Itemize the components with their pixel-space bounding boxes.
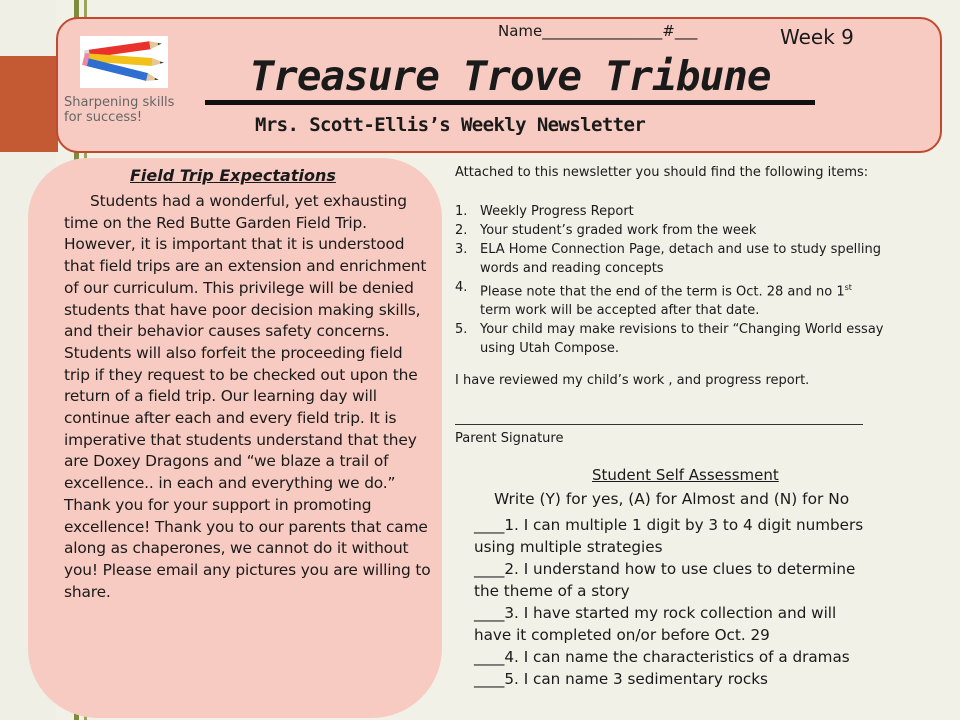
assessment-item[interactable]: ____1. I can multiple 1 digit by 3 to 4 digit numbers using multiple strategies: [474, 516, 864, 556]
item-text: Your child may make revisions to their “Changing World essay using Utah Compose.: [480, 322, 884, 357]
list-item: [455, 320, 885, 358]
attached-items-list: [455, 202, 885, 358]
assessment-item[interactable]: ____4. I can name the characteristics of a dramas: [474, 648, 850, 666]
self-assessment-instructions: Write (Y) for yes, (A) for Almost and (N) for No: [494, 490, 850, 508]
attached-intro: Attached to this newsletter you should find the following items:: [455, 165, 869, 180]
tagline-line-1: Sharpening skills: [64, 95, 175, 110]
review-statement: I have reviewed my child’s work , and progress report.: [455, 373, 810, 388]
pencils-clipart-icon: [80, 36, 168, 88]
assessment-item[interactable]: ____5. I can name 3 sedimentary rocks: [474, 670, 768, 688]
item-text: Weekly Progress Report: [480, 204, 634, 219]
ordinal-suffix: st: [844, 283, 852, 292]
list-item: [455, 278, 885, 320]
name-number-line: Name________________#___: [498, 22, 698, 40]
week-label: Week 9: [780, 25, 854, 49]
parent-signature-label: Parent Signature: [455, 431, 564, 446]
item-number: 4.: [455, 280, 468, 295]
tagline: [64, 95, 174, 125]
list-item: [455, 221, 885, 240]
item-text: Your student’s graded work from the week: [480, 223, 757, 238]
item-number: 5.: [455, 322, 468, 338]
field-trip-body: Students had a wonderful, yet exhausting time on the Red Butte Garden Field Trip. However, it is important that it is understood that field trips are an extension and enrichment of our curriculum. This privilege will be denied students that have poor decision making skills, and their behavior causes safety concerns. Students will also forfeit the proceeding field trip if they request to be checked out upon the return of a field trip. Our learning day will continue after each and every field trip. It is imperative that students understand that they are Doxey Dragons and “we blaze a trail of excellence.. in each and everything we do.” Thank you for your support in promoting excellence! Thank you to our parents that came along as chaperones, we cannot do it without you! Please email any pictures you are willing to share.: [64, 192, 431, 601]
self-assessment-list: [474, 514, 874, 690]
assessment-item[interactable]: ____3. I have started my rock collection and will have it completed on/or before Oct. 29: [474, 604, 837, 644]
item-number: 2.: [455, 223, 468, 238]
item-text: Please note that the end of the term is Oct. 28 and no 1: [480, 284, 845, 300]
newsletter-subtitle: Mrs. Scott-Ellis’s Weekly Newsletter: [255, 114, 646, 136]
newsletter-title: Treasure Trove Tribune: [205, 54, 815, 105]
self-assessment-title: Student Self Assessment: [592, 466, 779, 484]
list-item: [455, 202, 885, 221]
list-item: [455, 240, 885, 278]
item-number: 1.: [455, 204, 468, 219]
item-text: ELA Home Connection Page, detach and use to study spelling words and reading concepts: [480, 242, 882, 276]
tagline-line-2: for success!: [64, 110, 143, 125]
signature-line[interactable]: [455, 424, 863, 425]
field-trip-title: Field Trip Expectations: [130, 166, 336, 185]
assessment-item[interactable]: ____2. I understand how to use clues to determine the theme of a story: [474, 560, 856, 600]
item-number: 3.: [455, 242, 468, 257]
item-text-continued: term work will be accepted after that date.: [480, 303, 760, 319]
red-accent-tab: [0, 56, 58, 152]
